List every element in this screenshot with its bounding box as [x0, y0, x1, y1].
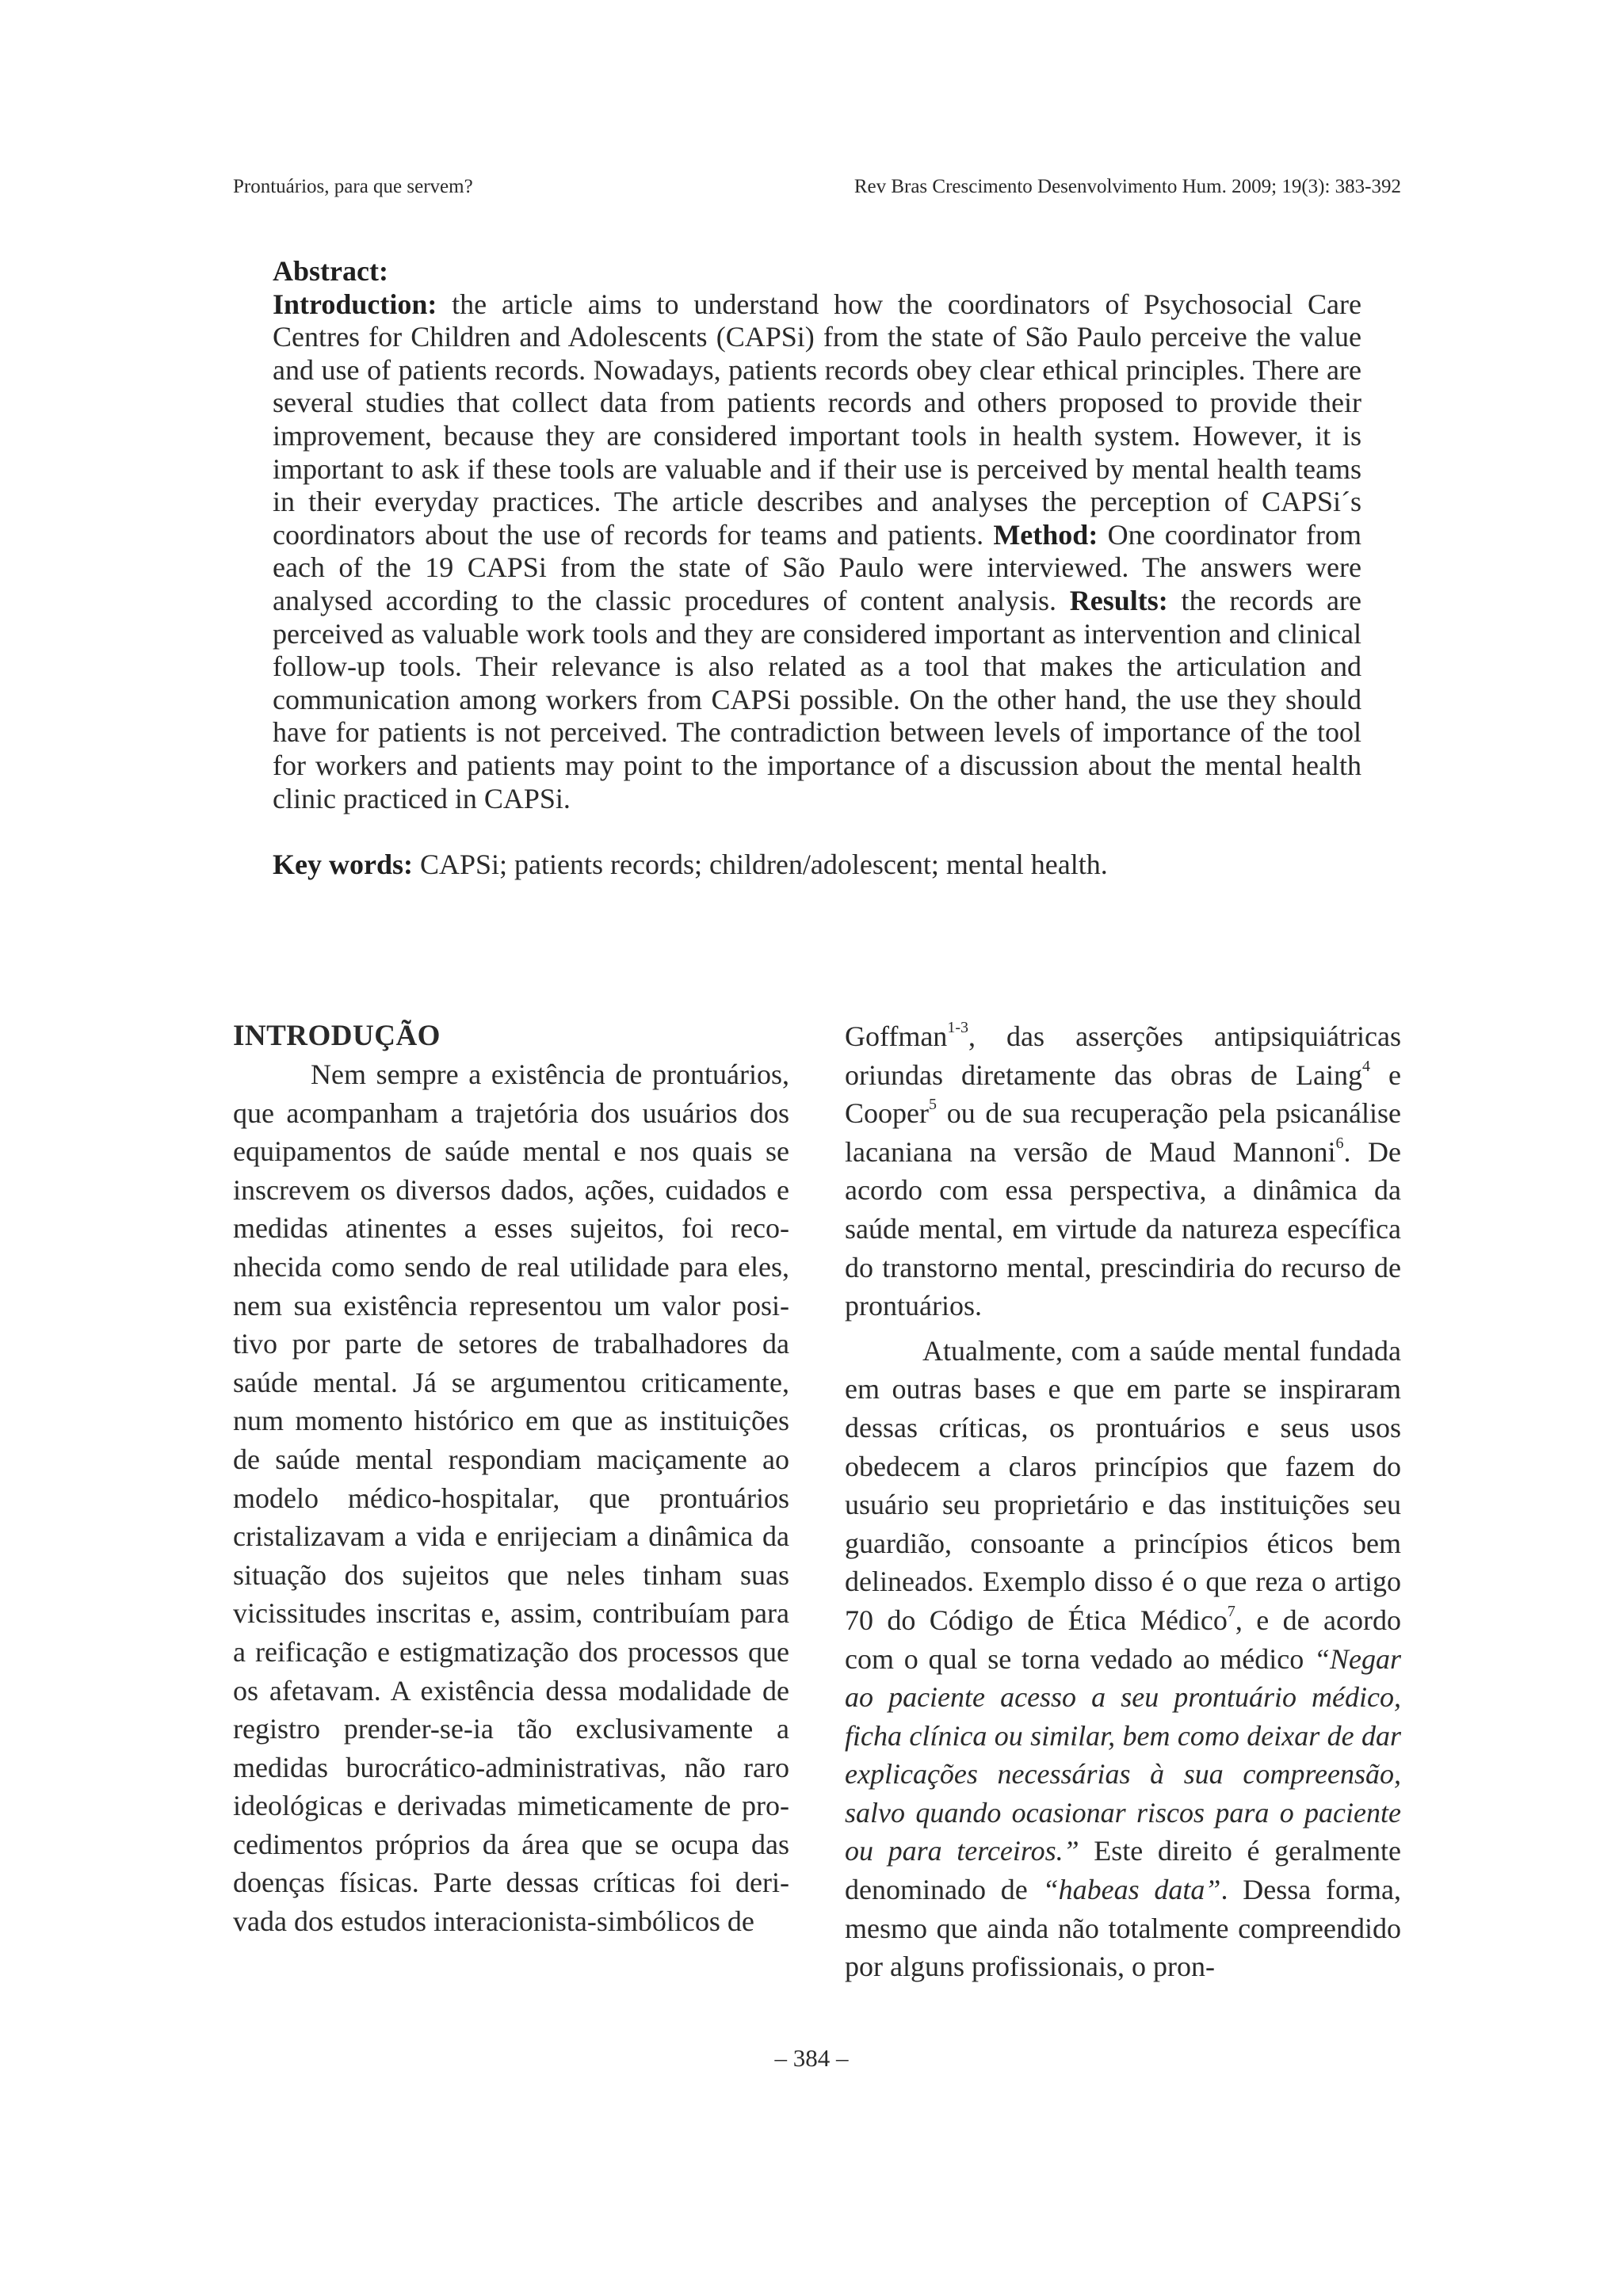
intro-text: the article aims to understand how the coordinators of Psychosocial Care Centres for Children and Adolescents (CAPSi) from the state of São Paulo perceive the value and use of patients records. Nowadays, patients records obey clear ethical principles. There are several studies that collect data from patients records and others proposed to provide their improvement, because they are considered important tools in health system. However, it is important to ask if these tools are valuable and if their use is perceived by mental health teams in their everyday practices. The article describes and analyses the perception of CAPSi´s coordinators about the use of records for teams and patients. [273, 288, 1361, 551]
running-head-title: Prontuários, para que servem? [233, 176, 473, 197]
text-run: . Dessa forma, mesmo que ainda não totalmente compreendido por alguns profissionais, o pron- [845, 1874, 1401, 1983]
keywords [273, 849, 1361, 882]
left-paragraph: Nem sempre a existência de prontuários, que acompanham a trajetória dos usuários dos equipamentos de saúde mental e nos quais se inscrevem os diversos dados, ações, cuidados e medidas atinentes a esses sujeitos, foi reconhecida como sendo de real utilidade para eles, nem sua existência representou um valor positivo por parte de setores de trabalhadores da saúde mental. Já se argumentou criticamente, num momento histórico em que as instituições de saúde mental respondiam maciçamente ao modelo médico-hospitalar, que prontuários cristalizavam a vida e enrijeciam a dinâmica da situação dos sujeitos que neles tinham suas vicissitudes inscritas e, assim, contribuíam para a reificação e estigmatização dos processos que os afetavam. A existência dessa modalidade de registro prender-se-ia tão exclusivamente a medidas burocrático-administrativas, não raro ideológicas e derivadas mimeticamente de procedimentos próprios da área que se ocupa das doenças físicas. Parte dessas críticas foi derivada dos estudos interacionista-simbólicos de [233, 1058, 789, 1938]
running-head [233, 176, 1401, 198]
text-run: Este direito é geralmente denominado de [845, 1835, 1402, 1906]
citation-ref: 4 [1361, 1057, 1370, 1075]
ethics-code-quote: “Negar ao paciente acesso a seu prontuário médico, ficha clínica ou similar, bem como deixar de dar explicações necessárias à sua compreensão, salvo quando ocasionar riscos para o paciente ou para terceiros.” [845, 1642, 1401, 1867]
page-number: – 384 – [774, 2044, 849, 2072]
text-run: Atualmente, com a saúde mental fundada em outras bases e que em parte se inspiraram dessas críticas, os prontuários e seus usos obedecem a claros princípios que fazem do usuário seu proprietário e das instituições seu guardião, consoante a princípios éticos bem delineados. Exemplo disso é o que reza o artigo 70 do Código de Ética Médico [845, 1334, 1401, 1636]
text-run: . De acordo com essa perspectiva, a dinâmica da saúde mental, em virtude da natureza específica do transtorno mental, prescindiria do recurso de prontuários. [845, 1135, 1401, 1322]
text-run: e Cooper [845, 1058, 1401, 1130]
left-column [233, 1017, 789, 1941]
citation-ref: 5 [928, 1096, 937, 1114]
citation-ref: 1-3 [947, 1019, 968, 1036]
text-run: Goffman [845, 1020, 948, 1052]
abstract-heading: Abstract: [273, 255, 388, 287]
habeas-data-term: “habeas data” [1042, 1874, 1221, 1906]
running-head-citation: Rev Bras Crescimento Desenvolvimento Hum. 2009; 19(3): 383-392 [854, 176, 1401, 197]
citation-ref: 6 [1335, 1134, 1344, 1152]
results-label: Results: [1069, 584, 1168, 616]
abstract [273, 255, 1361, 882]
keywords-text: CAPSi; patients records; children/adolescent; mental health. [412, 849, 1108, 881]
intro-label: Introduction: [273, 288, 437, 320]
keywords-label: Key words: [273, 849, 413, 881]
right-paragraph-2 [845, 1332, 1401, 1986]
method-label: Method: [993, 518, 1098, 551]
method-text: One coordinator from each of the 19 CAPSi from the state of São Paulo were interviewed. The answers were analysed according to the classic procedures of content analysis. [273, 518, 1361, 616]
text-run: , das asserções antipsiquiátricas oriundas diretamente das obras de Laing [845, 1020, 1401, 1091]
abstract-body [273, 288, 1361, 816]
citation-ref: 7 [1227, 1602, 1235, 1620]
text-run: , e de acordo com o qual se torna vedado ao médico [845, 1604, 1401, 1675]
right-column [845, 1017, 1401, 1986]
right-paragraph-1 [845, 1017, 1401, 1325]
results-text: the records are perceived as valuable work tools and they are considered important as intervention and clinical follow-up tools. Their relevance is also related as a tool that makes the articulation and communication among workers from CAPSi possible. On the other hand, the use they should have for patients is not perceived. The contradiction between levels of importance of the tool for workers and patients may point to the importance of a discussion about the mental health clinic practiced in CAPSi. [273, 584, 1361, 814]
section-title: INTRODUÇÃO [233, 1020, 441, 1052]
text-run: ou de sua recuperação pela psicanálise lacaniana na versão de Maud Mannoni [845, 1097, 1401, 1168]
